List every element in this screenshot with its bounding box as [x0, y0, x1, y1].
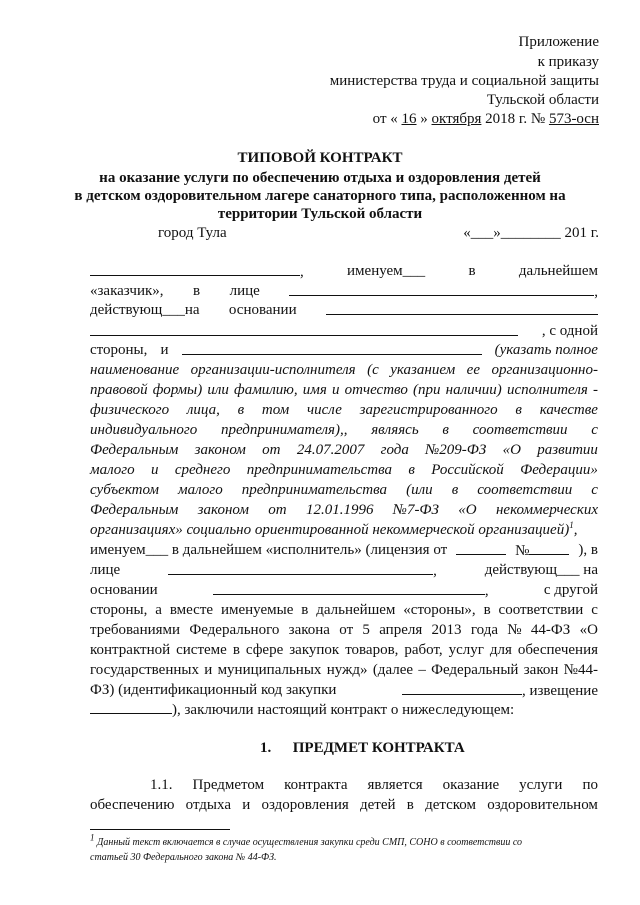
- section-heading: [260, 739, 465, 757]
- instruction-line-8: Федеральным законом от 12.01.1996 №7-ФЗ «О некоммерческих: [90, 502, 598, 518]
- order-number-sign: №: [530, 111, 546, 127]
- instruction-line-9: организациях» социально ориентированной некоммерческой организацией)$^1$,: [90, 520, 578, 538]
- customer-name-field: ,: [90, 262, 304, 281]
- section-number: 1.: [260, 740, 272, 756]
- header-line-order: к приказу: [537, 54, 599, 70]
- customer-basis-field: [326, 301, 598, 320]
- instruction-line-5: Федеральным законом от 24.07.2007 года №209-ФЗ «О развитии: [90, 442, 598, 458]
- paragraph-line-4: государственных и муниципальных нужд» (далее – Федеральный закон №44-: [90, 662, 598, 678]
- body-line-7: лице , действующ___ на: [90, 562, 598, 579]
- footnote-line-1: $^1$ Данный текст включается в случае осуществления закупки среди СМП, СОНО в соответствии со: [90, 832, 523, 848]
- section-title: ПРЕДМЕТ КОНТРАКТА: [292, 740, 465, 756]
- paragraph-line-2: требованиями Федерального закона от 5 апреля 2013 года № 44-ФЗ «О: [90, 622, 598, 638]
- date-mid: »: [420, 111, 428, 127]
- date-day: 16: [401, 111, 417, 127]
- footnote-divider: [90, 829, 230, 830]
- instruction-line-2: правовой формы) или фамилию, имя и отчество (при наличии) исполнителя -: [90, 382, 598, 398]
- section-1-1-line-1: 1.1. Предметом контракта является оказание услуги по: [150, 777, 598, 793]
- header-line-ministry: министерства труда и социальной защиты: [329, 73, 599, 89]
- header-line-region: Тульской области: [486, 92, 599, 108]
- date-prefix: от «: [372, 111, 398, 127]
- body-line-1: , именуем___ в дальнейшем: [90, 262, 598, 281]
- instruction-line-7: субъектом малого предпринимательства (или в соответствии с: [90, 482, 598, 498]
- contract-city: город Тула: [158, 225, 227, 241]
- footnote-ref: 1: [569, 520, 574, 530]
- paragraph-line-6: ), заключили настоящий контракт о нижеследующем:: [90, 700, 514, 719]
- license-date-field: [456, 541, 506, 560]
- body-line-5: стороны, и (указать полное: [90, 342, 598, 358]
- document-subtitle-3: территории Тульской области: [217, 206, 423, 222]
- contractor-basis-field: ,: [213, 581, 489, 600]
- document-subtitle-2: в детском оздоровительном лагере санаторного типа, расположенном на: [74, 188, 566, 204]
- document-title: ТИПОВОЙ КОНТРАКТ: [237, 150, 403, 166]
- footnote-line-2: статьей 30 Федерального закона № 44-ФЗ.: [90, 852, 277, 863]
- customer-representative-field: ,: [289, 282, 598, 301]
- date-year: 2018 г.: [485, 111, 528, 127]
- document-subtitle-1: на оказание услуги по обеспечению отдыха и оздоровления детей: [99, 170, 541, 186]
- paragraph-line-3: контрактной системе в сфере закупок товаров, работ, услуг для обеспечения: [90, 642, 598, 658]
- paragraph-line-1: стороны, а вместе именуемые в дальнейшем «стороны», в соответствии с: [90, 602, 598, 618]
- instruction-line-1: наименование организации-исполнителя (с указанием ее организационно-: [90, 362, 598, 378]
- body-line-8: основании , с другой: [90, 582, 598, 599]
- customer-basis-field-2: [90, 322, 518, 341]
- paragraph-line-5: ФЗ) (идентификационный код закупки , извещение: [90, 682, 598, 699]
- body-line-2: «заказчик», в лице ,: [90, 283, 598, 300]
- header-line-appendix: Приложение: [518, 34, 599, 50]
- body-line-3: действующ___на основании: [90, 301, 598, 320]
- header-date-line: [373, 110, 599, 128]
- date-month: октября: [431, 111, 482, 127]
- section-1-1-line-2: обеспечению отдыха и оздоровления детей в детском оздоровительном: [90, 797, 598, 813]
- body-line-6: именуем___ в дальнейшем «исполнитель» (лицензия от № ), в: [90, 542, 598, 559]
- instruction-line-6: малого и среднего предпринимательства в Российской Федерации»: [90, 462, 598, 478]
- contractor-name-field: [182, 341, 482, 360]
- order-number: 573-осн: [548, 111, 599, 127]
- procurement-code-field: , извещение: [402, 681, 598, 700]
- instruction-line-4: индивидуального предпринимателя),, являясь в соответствии с: [90, 422, 598, 438]
- contractor-representative-field: ,: [168, 561, 437, 580]
- body-line-4: , с одной: [90, 322, 598, 341]
- instruction-line-3: физического лица, в том числе зарегистрированного в качестве: [90, 402, 598, 418]
- notice-field: [90, 700, 172, 714]
- contract-date: «___»________ 201 г.: [463, 225, 599, 241]
